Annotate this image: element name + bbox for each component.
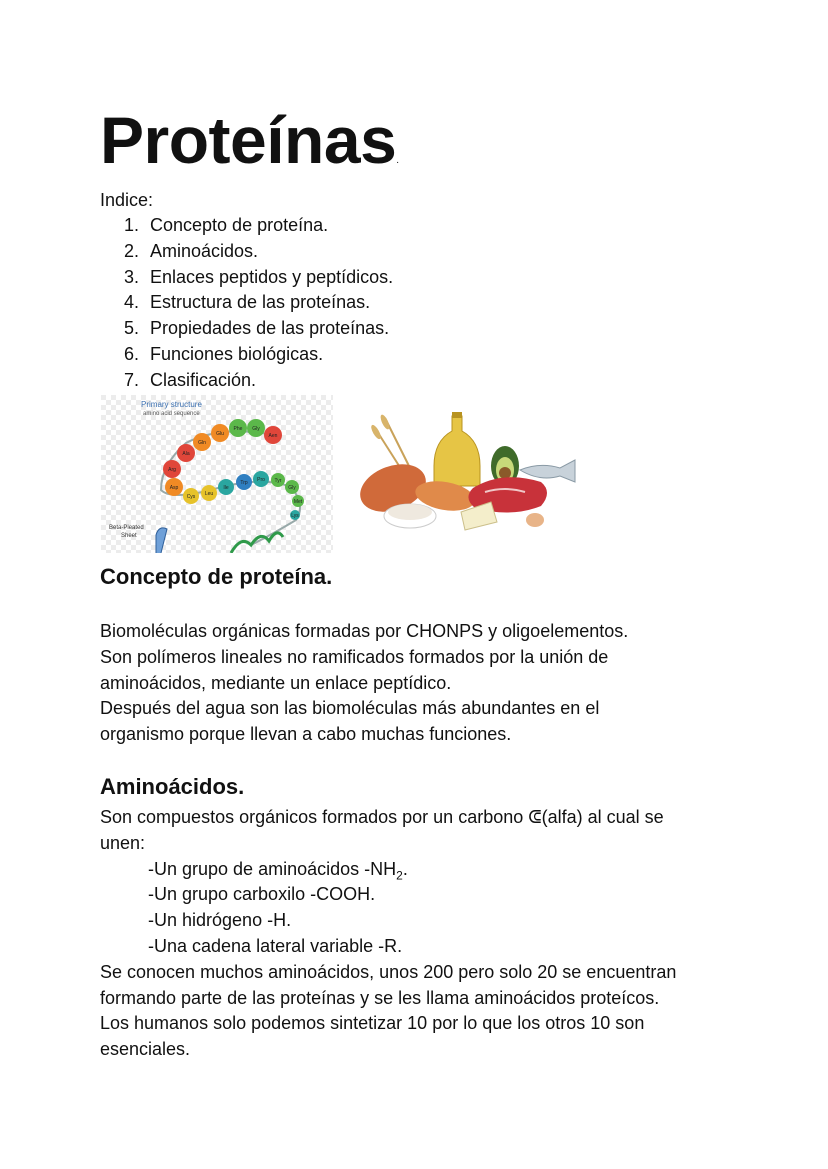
list-item: 1. Concepto de proteína. — [124, 215, 329, 235]
index-label: Indice: — [100, 190, 154, 210]
bead-label: Ile — [223, 485, 229, 491]
bead-label: Trp — [240, 480, 248, 486]
bead-label: Glu — [216, 431, 224, 437]
title-dot: . — [396, 155, 399, 166]
list-item: 2. Aminoácidos. — [124, 240, 259, 261]
sheet-label-line1: Beta-Pleated — [109, 525, 144, 531]
bead-label: Gly — [288, 485, 296, 491]
bead-label: Leu — [204, 491, 214, 497]
group-item: -Un grupo de aminoácidos $-NH_2$. — [148, 858, 408, 883]
group-item: -Una cadena lateral variable -R. — [148, 935, 403, 956]
bead-label: Aen — [268, 433, 278, 439]
page-title — [100, 100, 399, 201]
list-item: 6. Funciones biológicas. — [124, 343, 324, 364]
protein-foods-image — [355, 408, 580, 538]
bead-label: Phe — [233, 426, 243, 432]
group-item: -Un grupo carboxilo -COOH. — [148, 884, 376, 905]
bead-label: Asp — [169, 485, 179, 491]
figure-heading: Primary structure — [141, 400, 202, 409]
bead-label: Gln — [198, 440, 206, 446]
primary-structure-image — [101, 395, 333, 553]
section-heading-amino: Aminoácidos. — [100, 774, 245, 799]
list-item: 4. Estructura de las proteínas. — [124, 292, 371, 313]
concept-paragraph: Biomoléculas orgánicas formadas por CHONPS y oligoelementos. Son polímeros lineales no ramificados formados por la unión de aminoácidos, mediante un enlace peptídico. Después del agua son las biomoléculas más abundantes en el organismo porque llevan a cabo muchas funciones. — [100, 621, 629, 745]
group-item: -Un hidrógeno -H. — [148, 910, 292, 931]
page-title-text: Proteínas — [100, 103, 397, 177]
list-item: 3. Enlaces peptidos y peptídicos. — [124, 266, 394, 287]
bead-label: Met — [293, 499, 303, 505]
bead-label: Gly — [252, 426, 260, 432]
section-heading-concept: Concepto de proteína. — [100, 564, 333, 589]
amino-paragraph: Son compuestos orgánicos formados por un carbono ᕳ(alfa) al cual se unen: -Un grupo de aminoácidos $-NH_2$. -Un grupo carboxilo -COOH. -Un hidrógeno -H. -Una cadena lateral variable -R. Se conocen muchos aminoácidos, unos 200 pero solo 20 se encuentran formando parte de las proteínas y se les llama aminoácidos proteícos. Los humanos solo podemos sintetizar 10 por lo que los otros 10 son esenciales. — [100, 805, 750, 1063]
bead-label: Cys — [186, 494, 196, 500]
figure-subheading: amino acid sequence — [143, 411, 200, 417]
bead-label: Pro — [257, 477, 265, 483]
bead-label: Arg — [168, 467, 176, 473]
list-item: 5. Propiedades de las proteínas. — [124, 318, 390, 339]
sheet-label-line2: Sheet — [121, 533, 137, 539]
bead-label: Lys — [291, 513, 299, 519]
index-list — [124, 213, 393, 394]
list-item: 7. Clasificación. — [124, 369, 257, 390]
bead-label: Ala — [182, 451, 190, 457]
bead-label: Tyr — [274, 478, 282, 484]
